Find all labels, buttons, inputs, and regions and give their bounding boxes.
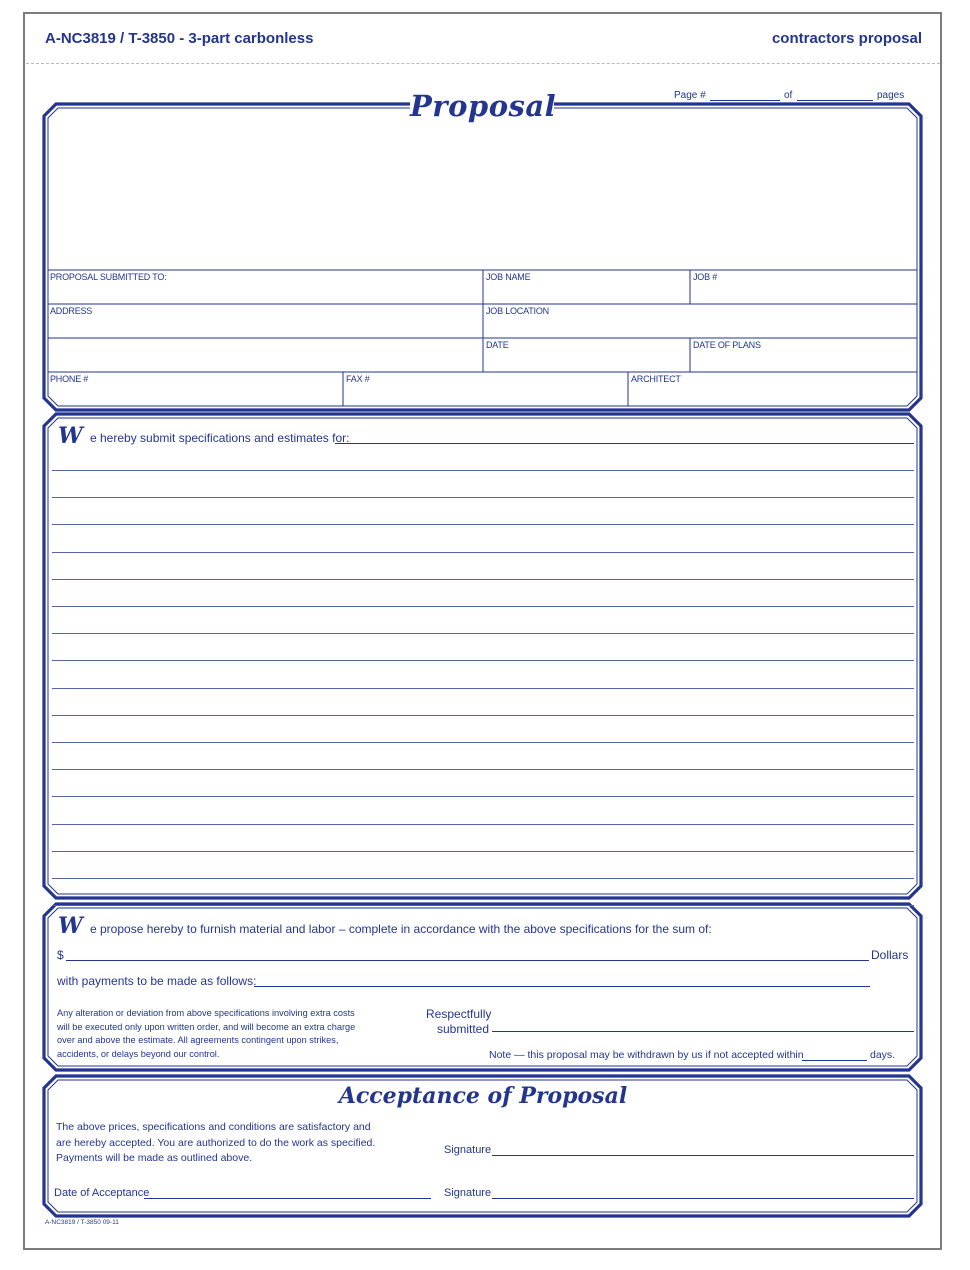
specification-line[interactable] <box>52 824 914 825</box>
date-label: DATE <box>486 340 509 350</box>
phone-label: PHONE # <box>50 374 89 384</box>
proposal-initial: W <box>58 913 83 939</box>
specification-line[interactable] <box>52 552 914 553</box>
job-name-label: JOB NAME <box>486 272 531 282</box>
date-of-acceptance-label: Date of Acceptance <box>54 1187 150 1199</box>
sum-amount-field[interactable] <box>66 960 869 961</box>
architect-label: ARCHITECT <box>631 374 681 384</box>
withdrawal-days-field[interactable] <box>802 1060 867 1061</box>
footer-form-code: A-NC3819 / T-3850 09-11 <box>45 1219 119 1226</box>
submitted-to-field[interactable] <box>49 283 481 303</box>
pages-label: pages <box>877 90 905 101</box>
page-label: Page # <box>674 90 706 101</box>
job-name-field[interactable] <box>485 283 688 303</box>
specification-line[interactable] <box>52 851 914 852</box>
page-total-field[interactable] <box>797 100 873 101</box>
job-location-field[interactable] <box>485 317 916 337</box>
specifications-initial: W <box>58 423 83 449</box>
form-title: Proposal <box>410 89 557 123</box>
page-of-label: of <box>784 90 793 101</box>
date-of-acceptance-field[interactable] <box>144 1198 431 1199</box>
job-number-field[interactable] <box>692 283 916 303</box>
signature-field-1[interactable] <box>492 1155 914 1156</box>
fax-label: FAX # <box>346 374 370 384</box>
withdrawal-note: Note — this proposal may be withdrawn by us if not accepted within <box>489 1049 804 1061</box>
specification-line[interactable] <box>52 715 914 716</box>
page-number-field[interactable] <box>710 100 780 101</box>
specification-line[interactable] <box>52 524 914 525</box>
acceptance-text: The above prices, specifications and conditions are satisfactory and are hereby accepted. You are authorized to do the work as specified. Payments will be made as outlined above. <box>56 1121 376 1164</box>
specification-line[interactable] <box>52 660 914 661</box>
specification-line[interactable] <box>52 497 914 498</box>
specification-line[interactable] <box>52 579 914 580</box>
fax-field[interactable] <box>345 385 626 405</box>
date-of-plans-field[interactable] <box>692 351 916 371</box>
specification-line[interactable] <box>52 769 914 770</box>
submitted-by-signature-field[interactable] <box>492 1031 914 1032</box>
submitted-to-label: PROPOSAL SUBMITTED TO: <box>50 272 167 282</box>
date-field[interactable] <box>485 351 688 371</box>
address-field[interactable] <box>49 317 481 371</box>
alteration-terms-text: Any alteration or deviation from above specifications involving extra costs will be executed only upon written order, and will become an extra charge over and above the estimate. All agreements contingent upon strikes, accidents, or delays beyond our control. <box>57 1008 356 1059</box>
job-number-label: JOB # <box>693 272 718 282</box>
signature-label-1: Signature <box>444 1144 492 1156</box>
payments-terms-field[interactable] <box>254 986 870 987</box>
specification-line[interactable] <box>52 633 914 634</box>
phone-field[interactable] <box>49 385 341 405</box>
days-label: days. <box>870 1049 896 1061</box>
signature-label-2: Signature <box>444 1187 492 1199</box>
submitted-label: submitted <box>437 1022 490 1036</box>
architect-field[interactable] <box>630 385 916 405</box>
form-type-header: contractors proposal <box>771 30 922 47</box>
specification-line[interactable] <box>52 905 914 906</box>
letterhead-area[interactable] <box>50 112 914 268</box>
respectfully-label: Respectfully <box>426 1007 492 1021</box>
specifications-first-line[interactable] <box>335 443 914 444</box>
specification-line[interactable] <box>52 606 914 607</box>
payments-label: with payments to be made as follows: <box>57 974 257 988</box>
job-location-label: JOB LOCATION <box>486 306 549 316</box>
proposal-lead-text: e propose hereby to furnish material and labor – complete in accordance with the above specifications for the sum of: <box>90 922 712 936</box>
specifications-lead-text: e hereby submit specifications and estimates for: <box>90 431 350 445</box>
specification-line[interactable] <box>52 688 914 689</box>
dollars-label: Dollars <box>871 948 909 962</box>
form-code-header: A-NC3819 / T-3850 - 3-part carbonless <box>45 30 314 47</box>
specification-line[interactable] <box>52 878 914 879</box>
signature-field-2[interactable] <box>492 1198 914 1199</box>
specification-line[interactable] <box>52 796 914 797</box>
date-of-plans-label: DATE OF PLANS <box>693 340 761 350</box>
specification-line[interactable] <box>52 742 914 743</box>
specification-line[interactable] <box>52 470 914 471</box>
acceptance-title: Acceptance of Proposal <box>338 1083 628 1109</box>
address-label: ADDRESS <box>50 306 93 316</box>
currency-symbol: $ <box>57 948 64 962</box>
